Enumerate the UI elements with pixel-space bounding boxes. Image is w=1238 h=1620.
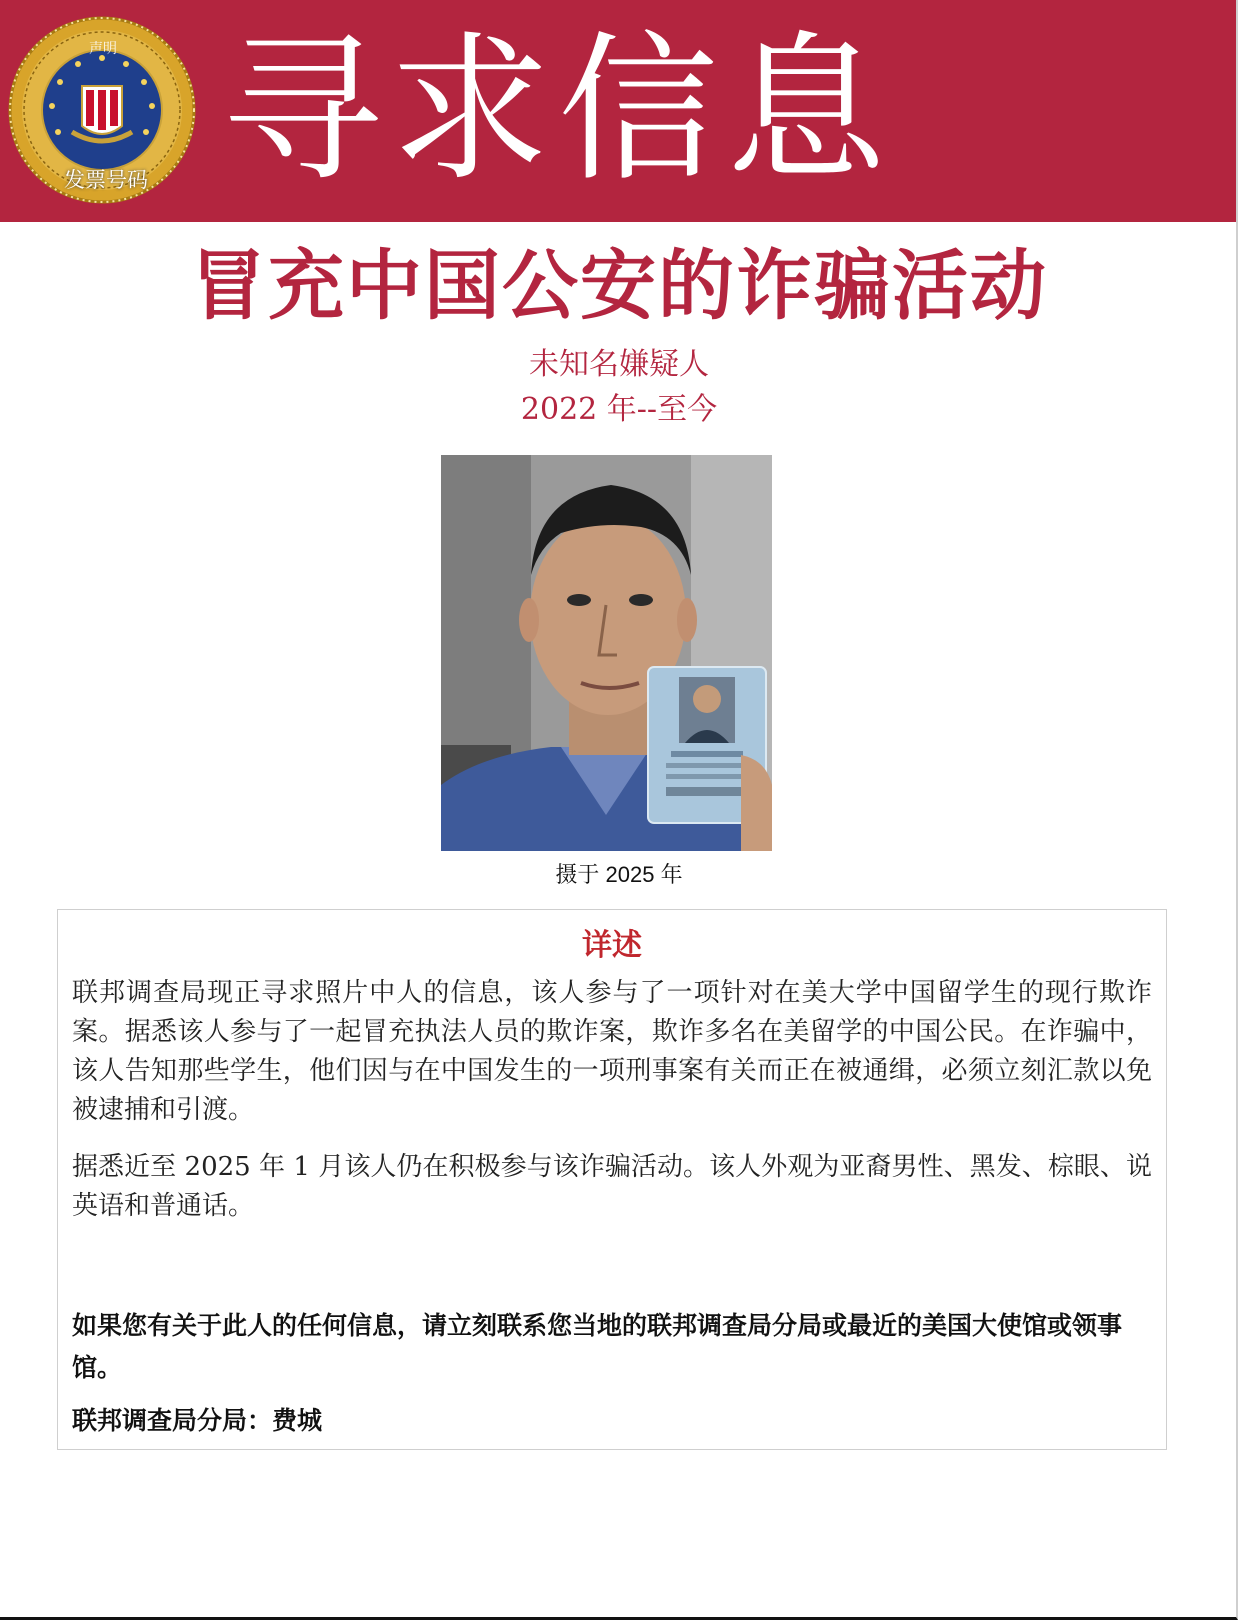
field-office: 联邦调查局分局：费城 (72, 1406, 323, 1435)
details-paragraph-2: 据悉近至 2025 年 1 月该人仍在积极参与该诈骗活动。该人外观为亚裔男性、黑发、棕眼、说英语和普通话。 (72, 1152, 1152, 1221)
contact-instructions: 如果您有关于此人的任何信息，请立刻联系您当地的联邦调查局分局或最近的美国大使馆或领事馆。 (72, 1311, 1123, 1382)
details-section (57, 909, 1167, 1450)
suspect-label: 未知名嫌疑人 (529, 347, 709, 382)
activity-period: 2022 年--至今 (520, 392, 718, 427)
suspect-photo (441, 455, 772, 851)
photo-caption: 摄于 2025 年 (555, 862, 683, 887)
notice-headline: 冒充中国公安的诈骗活动 (190, 241, 1048, 330)
fbi-seal-icon (6, 14, 198, 206)
details-heading: 详述 (582, 928, 642, 963)
banner-title: 寻求信息 (222, 16, 895, 203)
seal-bottom-text: 发票号码 (64, 168, 148, 192)
details-paragraph-1: 联邦调查局现正寻求照片中人的信息，该人参与了一项针对在美大学中国留学生的现行欺诈案。据悉该人参与了一起冒充执法人员的欺诈案，欺诈多名在美留学的中国公民。在诈骗中，该人告知那些学生，他们因与在中国发生的一项刑事案有关而正在被通缉，必须立刻汇款以免被逮捕和引渡。 (72, 978, 1152, 1125)
seal-top-text: 声明 (89, 41, 117, 57)
header-banner (0, 0, 1236, 222)
